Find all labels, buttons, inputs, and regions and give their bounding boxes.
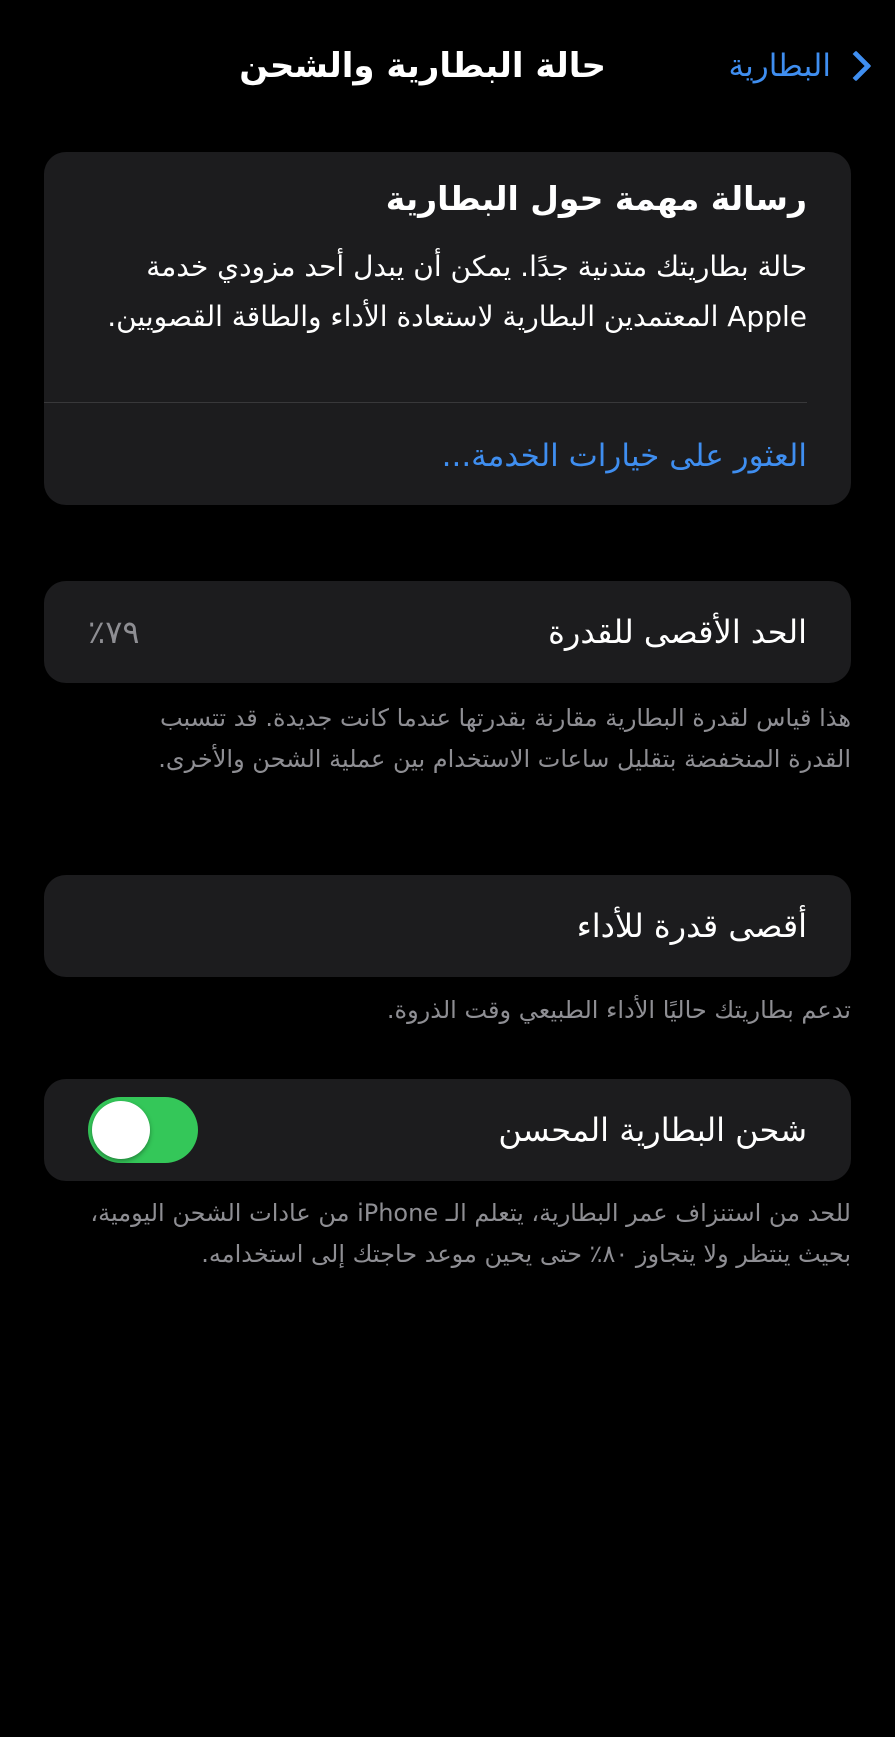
back-button-label: البطارية (728, 48, 831, 84)
navigation-bar (0, 0, 895, 130)
maximum-capacity-label: الحد الأقصى للقدرة (548, 613, 807, 651)
divider (44, 402, 807, 403)
chevron-left-icon (840, 50, 871, 81)
message-body: حالة بطاريتك متدنية جدًا. يمكن أن يبدل أحد مزودي خدمة Apple المعتمدين البطارية لاستعادة الأداء والطاقة القصويين. (107, 250, 807, 333)
battery-message-card (44, 152, 851, 505)
page-title: حالة البطارية والشحن (239, 46, 606, 86)
message-heading: رسالة مهمة حول البطارية (385, 179, 807, 218)
optimized-charging-toggle[interactable] (88, 1097, 198, 1163)
peak-performance-label: أقصى قدرة للأداء (576, 907, 807, 945)
optimized-charging-label: شحن البطارية المحسن (498, 1111, 807, 1149)
maximum-capacity-value: ٧٩٪ (88, 613, 140, 651)
maximum-capacity-row (44, 581, 851, 683)
peak-performance-row (44, 875, 851, 977)
optimized-charging-footnote: للحد من استنزاف عمر البطارية، يتعلم الـ iPhone من عادات الشحن اليومية، بحيث ينتظر ولا يتجاوز ٨٠٪ حتى يحين موعد حاجتك إلى استخدامه. (90, 1199, 851, 1268)
find-service-options-link[interactable]: العثور على خيارات الخدمة... (441, 438, 807, 474)
back-button[interactable] (728, 40, 867, 92)
peak-performance-footnote: تدعم بطاريتك حاليًا الأداء الطبيعي وقت الذروة. (386, 996, 851, 1024)
optimized-charging-row (44, 1079, 851, 1181)
maximum-capacity-footnote: هذا قياس لقدرة البطارية مقارنة بقدرتها عندما كانت جديدة. قد تتسبب القدرة المنخفضة بتقليل ساعات الاستخدام بين عملية الشحن والأخرى. (158, 704, 851, 773)
toggle-knob (92, 1101, 150, 1159)
